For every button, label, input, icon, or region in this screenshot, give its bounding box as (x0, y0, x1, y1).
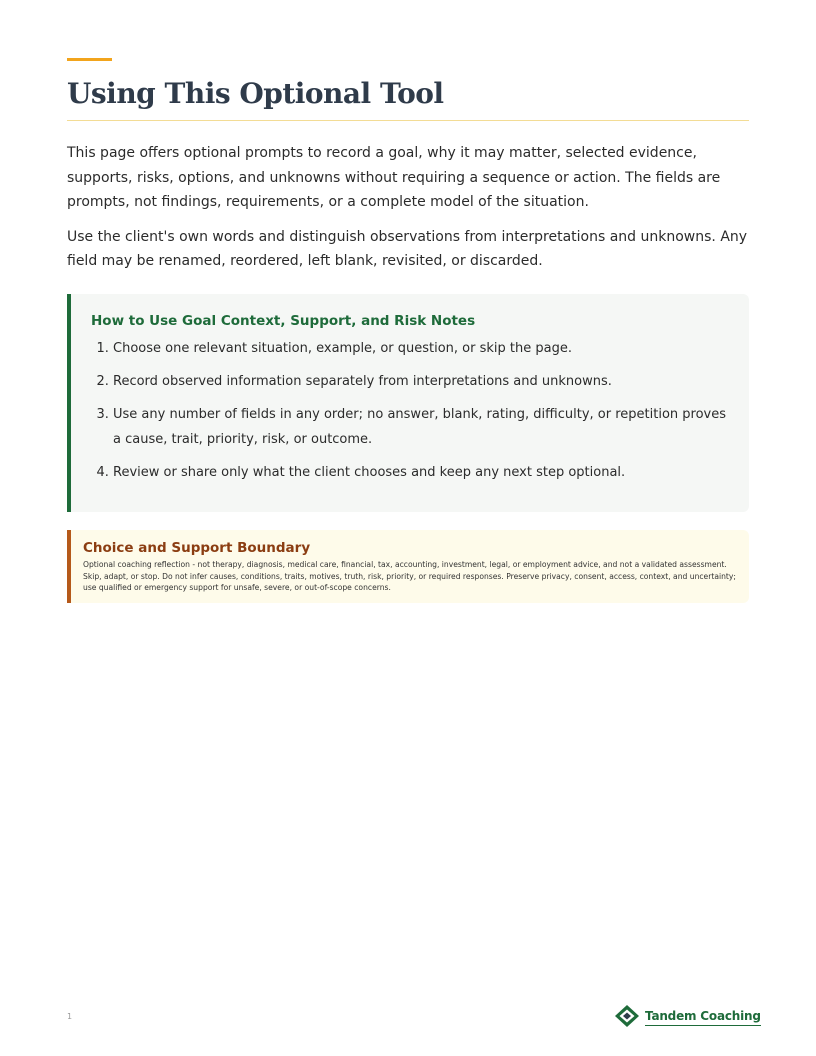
intro-paragraph: Use the client's own words and distinguish observations from interpretations and unknowns. Any field may be renamed, reordered, left blank, revisited, or discarded. (67, 228, 748, 269)
list-item: 4. Review or share only what the client chooses and keep any next step optional. (113, 461, 729, 486)
page-title: Using This Optional Tool (67, 77, 444, 110)
boundary-title: Choice and Support Boundary (83, 540, 311, 556)
intro-section (67, 141, 751, 284)
title-accent-bar (67, 58, 112, 61)
title-divider (67, 120, 749, 121)
list-item: 2. Record observed information separately from interpretations and unknowns. (113, 370, 729, 395)
brand-name: Tandem Coaching (645, 1009, 761, 1023)
intro-paragraph: This page offers optional prompts to record a goal, why it may matter, selected evidence, supports, risks, options, and unknowns without requiring a sequence or action. The fields are prompts, not findings, requirements, or a complete model of the situation. (67, 145, 721, 210)
boundary-text: Optional coaching reflection - not therapy, diagnosis, medical care, financial, tax, accounting, investment, legal, or employment advice, and not a validated assessment. Skip, adapt, or stop. Do not infer causes, conditions, traits, motives, truth, risk, priority, or required responses. Preserve privacy, consent, access, context, and uncertainty; use qualified or emergency support for unsafe, severe, or out-of-scope concerns. (83, 560, 736, 592)
howto-title: How to Use Goal Context, Support, and Risk Notes (91, 313, 476, 329)
howto-steps-list (91, 337, 729, 485)
boundary-callout (67, 530, 749, 603)
list-item: 1. Choose one relevant situation, example, or question, or skip the page. (113, 337, 729, 362)
howto-callout (67, 294, 749, 512)
brand-logo (614, 1004, 761, 1028)
list-item: 3. Use any number of fields in any order; no answer, blank, rating, difficulty, or repetition proves a cause, trait, priority, risk, or outcome. (113, 403, 729, 452)
diamond-logo-icon (614, 1004, 640, 1028)
page-number: 1 (67, 1012, 73, 1021)
